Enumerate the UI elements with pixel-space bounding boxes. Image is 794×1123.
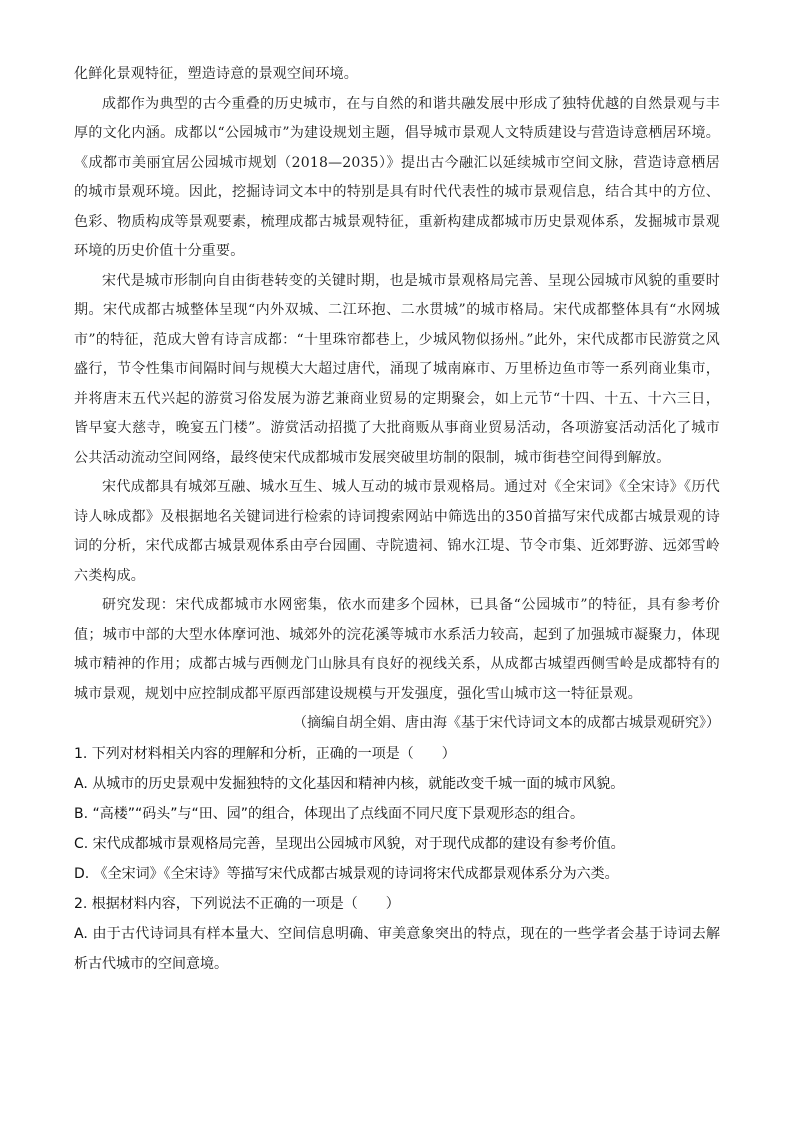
question-1-option-c: C. 宋代成都城市景观格局完善，呈现出公园城市风貌，对于现代成都的建设有参考价值。	[74, 835, 625, 852]
question-1-option-b: B. “高楼”“码头”与“田、园”的组合，体现出了点线面不同尺度下景观形态的组合。	[74, 805, 585, 822]
passage-paragraph-3: 宋代成都具有城郊互融、城水互生、城人互动的城市景观格局。通过对《全宋词》《全宋诗》《历代诗人咏成都》及根据地名关键词进行检索的诗词搜索网站中筛选出的350首描写宋代成都古城景观的诗词的分析，宋代成都古城景观体系由亭台园圃、寺院遗祠、锦水江堤、节令市集、近郊野游、远郊雪岭六类构成。	[74, 479, 720, 584]
question-1-option-d: D. 《全宋词》《全宋诗》等描写宋代成都古城景观的诗词将宋代成都景观体系分为六类。	[74, 865, 619, 882]
document-content	[74, 60, 720, 979]
passage-paragraph-continued: 化鲜化景观特征，塑造诗意的景观空间环境。	[74, 66, 358, 82]
passage-paragraph-1: 成都作为典型的古今重叠的历史城市，在与自然的和谐共融发展中形成了独特优越的自然景观与丰厚的文化内涵。成都以“公园城市”为建设规划主题，倡导城市景观人文特质建设与营造诗意栖居环境。《成都市美丽宜居公园城市规划（2018—2035）》提出古今融汇以延续城市空间文脉，营造诗意栖居的城市景观环境。因此，挖掘诗词文本中的特别是具有时代代表性的城市景观信息，结合其中的方位、色彩、物质构成等景观要素，梳理成都古城景观特征，重新构建成都城市历史景观体系，发掘城市景观环境的历史价值十分重要。	[74, 95, 720, 259]
question-1-stem: 1. 下列对材料相关内容的理解和分析，正确的一项是（ ）	[74, 745, 456, 762]
question-2-stem: 2. 根据材料内容，下列说法不正确的一项是（ ）	[74, 895, 400, 912]
passage-paragraph-4: 研究发现：宋代成都城市水网密集，依水而建多个园林，已具备“公园城市”的特征，具有参考价值；城市中部的大型水体摩诃池、城郊外的浣花溪等城市水系活力较高，起到了加强城市凝聚力，体现城市精神的作用；成都古城与西侧龙门山脉具有良好的视线关系，从成都古城望西侧雪岭是成都特有的城市景观，规划中应控制成都平原西部建设规模与开发强度，强化雪山城市这一特征景观。	[74, 597, 720, 702]
passage-source-citation: （摘编自胡全娟、唐由海《基于宋代诗词文本的成都古城景观研究》）	[293, 715, 720, 731]
question-2-option-a: A. 由于古代诗词具有样本量大、空间信息明确、审美意象突出的特点，现在的一些学者会基于诗词去解析古代城市的空间意境。	[74, 925, 720, 972]
question-1-option-a: A. 从城市的历史景观中发掘独特的文化基因和精神内核，就能改变千城一面的城市风貌。	[74, 775, 625, 792]
passage-paragraph-2: 宋代是城市形制向自由街巷转变的关键时期，也是城市景观格局完善、呈现公园城市风貌的重要时期。宋代成都古城整体呈现“内外双城、二江环抱、二水贯城”的城市格局。宋代成都整体具有“水网城市”的特征，范成大曾有诗言成都：“十里珠帘都巷上，少城风物似扬州。”此外，宋代成都市民游赏之风盛行，节令性集市间隔时间与规模大大超过唐代，涌现了城南麻市、万里桥边鱼市等一系列商业集市，并将唐末五代兴起的游赏习俗发展为游艺兼商业贸易的定期聚会，如上元节“十四、十五、十六三日，皆早宴大慈寺，晚宴五门楼”。游赏活动招揽了大批商贩从事商业贸易活动，各项游宴活动活化了城市公共活动流动空间网络，最终使宋代成都城市发展突破里坊制的限制，城市街巷空间得到解放。	[74, 272, 720, 466]
